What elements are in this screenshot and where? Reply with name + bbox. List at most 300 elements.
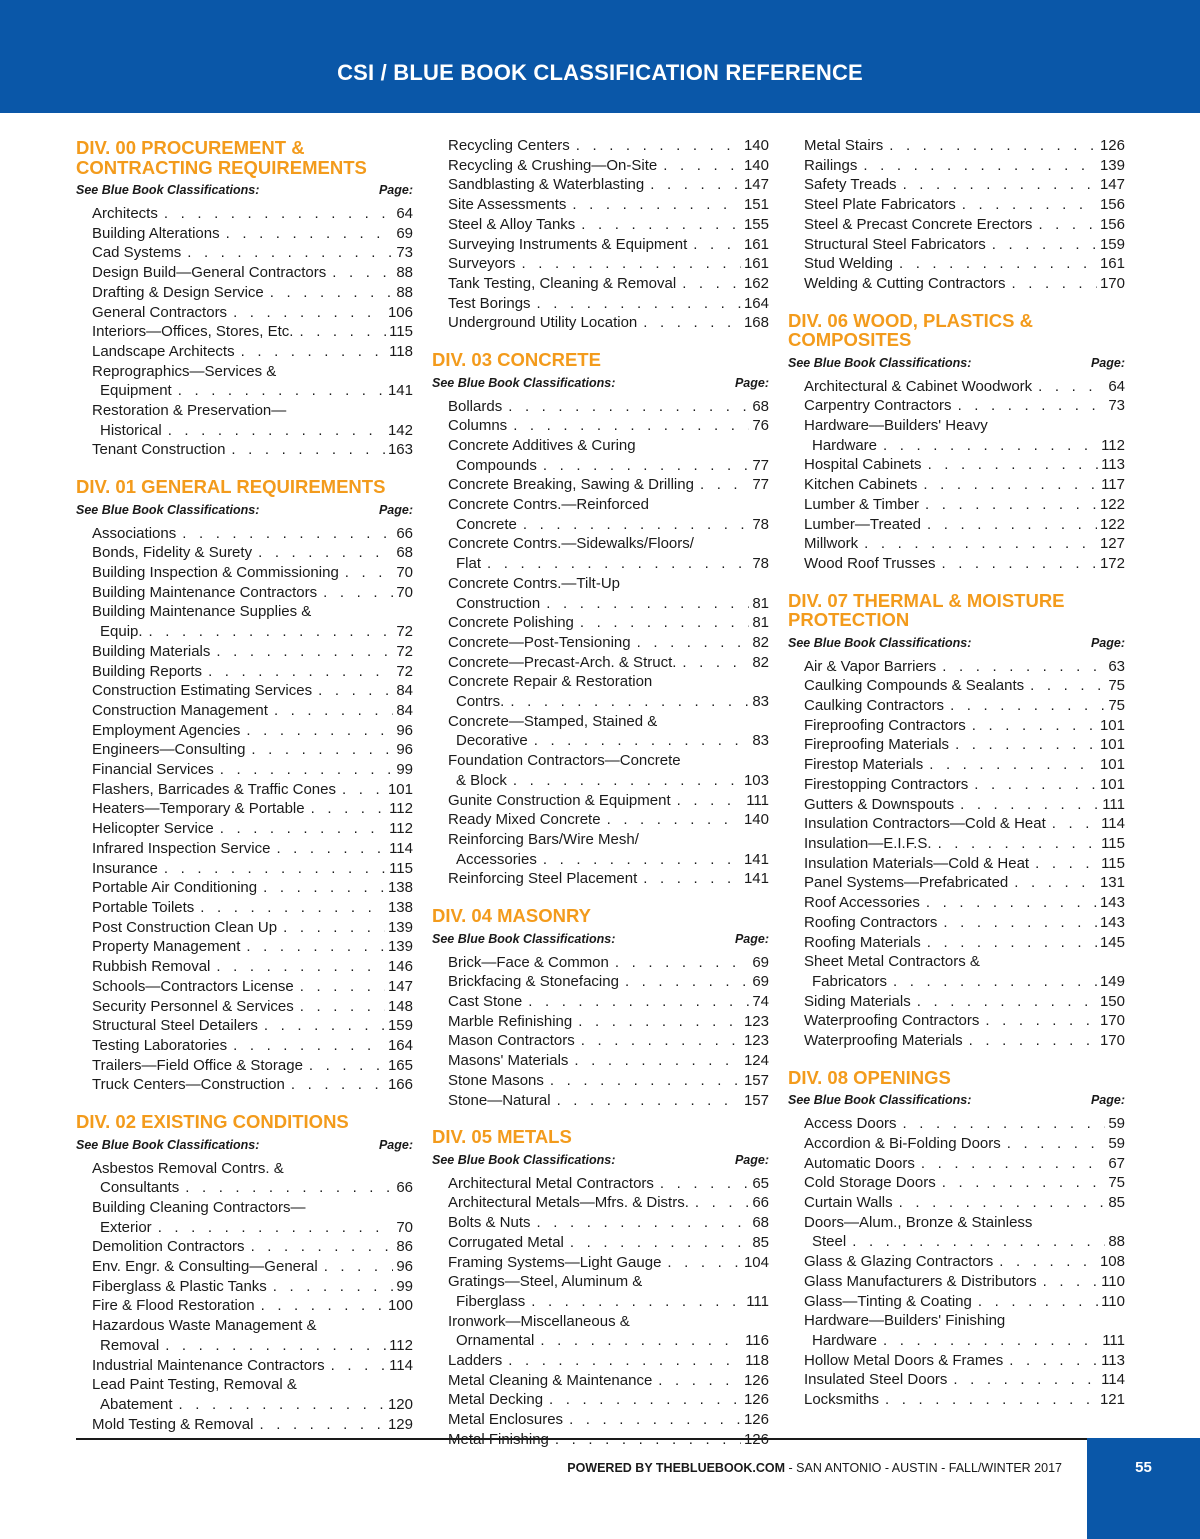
section xyxy=(432,136,769,333)
entry-name: Architectural Metals—Mfrs. & Distrs. xyxy=(448,1194,689,1212)
entry-row xyxy=(92,1296,413,1316)
entry-name: Metal Stairs xyxy=(804,137,884,154)
entry-name: Recycling & Crushing—On-Site xyxy=(448,156,658,174)
dot-leader xyxy=(143,622,394,642)
entry-page-number: 73 xyxy=(396,244,413,262)
entry-row xyxy=(92,799,413,819)
entry-name: Site Assessments xyxy=(448,196,567,214)
section-title: DIV. 00 PROCUREMENT & CONTRACTING REQUIREMENTS xyxy=(76,137,367,178)
list-item xyxy=(76,1075,413,1095)
entry-page-number: 101 xyxy=(1099,736,1125,754)
subheader-label: See Blue Book Classifications: xyxy=(432,1152,616,1167)
entry-name: Hospital Cabinets xyxy=(804,456,922,474)
section-subheader xyxy=(788,1092,1125,1108)
list-item xyxy=(788,1272,1125,1292)
dot-leader xyxy=(877,1331,1099,1351)
dot-leader xyxy=(947,1370,1098,1390)
entry-page-number: 156 xyxy=(1099,215,1125,233)
dot-leader xyxy=(936,1173,1106,1193)
dot-leader xyxy=(1032,215,1097,235)
list-item xyxy=(432,751,769,790)
list-item xyxy=(432,1410,769,1430)
entry-page-number: 126 xyxy=(743,1391,769,1409)
list-item xyxy=(432,534,769,573)
entry-row xyxy=(92,342,413,362)
section-title: DIV. 02 EXISTING CONDITIONS xyxy=(76,1111,349,1133)
entry-name: Building Inspection & Commissioning xyxy=(92,564,339,582)
entry-name: Interiors—Offices, Stores, Etc. xyxy=(92,323,294,341)
section-subheader xyxy=(788,355,1125,371)
page-number-box xyxy=(1087,1438,1200,1539)
entry-row xyxy=(92,1178,413,1198)
list-item xyxy=(788,1252,1125,1272)
entry-name: Cad Systems xyxy=(92,244,182,262)
entry-row xyxy=(448,274,769,294)
entry-name: Doors—Alum., Bronze & Stainless xyxy=(804,1213,1033,1231)
subheader-label: See Blue Book Classifications: xyxy=(432,931,616,946)
list-item xyxy=(76,681,413,701)
entry-name: Metal Enclosures xyxy=(448,1411,564,1429)
entry-row xyxy=(448,1233,769,1253)
entry-page-number: 170 xyxy=(1099,1032,1125,1050)
entry-name: Testing Laboratories xyxy=(92,1036,228,1054)
list-item xyxy=(76,1415,413,1435)
entry-page-number: 82 xyxy=(752,653,769,671)
list-item xyxy=(76,1016,413,1036)
entry-page-number: 63 xyxy=(1108,657,1125,675)
dot-leader xyxy=(877,436,1098,456)
list-item xyxy=(432,294,769,314)
dot-leader xyxy=(507,416,749,436)
dot-leader xyxy=(551,1091,741,1111)
entry-row xyxy=(804,775,1125,795)
entry-page-number: 108 xyxy=(1099,1253,1125,1271)
dot-leader xyxy=(966,716,1097,736)
entry-name: Building Maintenance Supplies & xyxy=(92,603,312,621)
entry-page-number: 84 xyxy=(396,682,413,700)
entry-name: Lumber & Timber xyxy=(804,495,920,513)
dot-leader xyxy=(993,1252,1097,1272)
dot-leader xyxy=(879,1390,1097,1410)
dot-leader xyxy=(214,819,386,839)
dot-leader xyxy=(921,515,1097,535)
dot-leader xyxy=(517,515,749,535)
list-item xyxy=(76,1036,413,1056)
entry-row xyxy=(804,1031,1125,1051)
entry-page-number: 143 xyxy=(1099,913,1125,931)
entry-page-number: 114 xyxy=(389,1356,413,1374)
entry-page-number: 118 xyxy=(745,1352,769,1370)
entry-row xyxy=(448,156,769,176)
entry-row xyxy=(448,810,769,830)
entry-row xyxy=(448,254,769,274)
entry-name: Corrugated Metal xyxy=(448,1233,564,1251)
entry-name: Curtain Walls xyxy=(804,1194,893,1212)
entry-name: Steel xyxy=(812,1233,847,1251)
dot-leader xyxy=(210,957,385,977)
entry-row xyxy=(804,735,1125,755)
entry-name: Concrete—Stamped, Stained & xyxy=(448,712,658,730)
entry-row xyxy=(448,1213,769,1233)
entry-page-number: 96 xyxy=(396,1258,413,1276)
dot-leader xyxy=(264,283,394,303)
list-item xyxy=(788,716,1125,736)
entry-name: Historical xyxy=(100,421,162,439)
section-title: DIV. 01 GENERAL REQUIREMENTS xyxy=(76,476,386,498)
list-item xyxy=(788,1031,1125,1051)
entry-row xyxy=(448,175,769,195)
dot-leader xyxy=(481,554,749,574)
entry-row xyxy=(92,303,413,323)
entry-page-number: 126 xyxy=(1099,137,1125,154)
entry-name: Access Doors xyxy=(804,1115,897,1133)
entry-name: Concrete—Post-Tensioning xyxy=(448,633,631,651)
entry-page-number: 88 xyxy=(396,283,413,301)
entry-row xyxy=(92,760,413,780)
entry-row xyxy=(92,1056,413,1076)
entry-page-number: 84 xyxy=(396,701,413,719)
entry-row xyxy=(804,495,1125,515)
dot-leader xyxy=(1037,1272,1099,1292)
dot-leader xyxy=(919,495,1097,515)
entry-name: Mold Testing & Removal xyxy=(92,1415,254,1433)
entry-page-number: 121 xyxy=(1099,1391,1125,1409)
dot-leader xyxy=(544,1071,741,1091)
entry-row xyxy=(92,421,413,441)
entry-name: Waterproofing Materials xyxy=(804,1032,963,1050)
list-item xyxy=(432,613,769,633)
entry-name: Ironwork—Miscellaneous & xyxy=(448,1312,630,1330)
section-title: DIV. 03 CONCRETE xyxy=(432,349,601,371)
entry-row xyxy=(804,1232,1125,1252)
list-item xyxy=(432,156,769,176)
list-item xyxy=(788,1351,1125,1371)
entry-row xyxy=(448,215,769,235)
footer-powered-by: POWERED BY THEBLUEBOOK.COM xyxy=(567,1461,786,1475)
subheader-label: See Blue Book Classifications: xyxy=(76,1137,260,1152)
entry-name: Construction xyxy=(456,594,541,612)
list-item xyxy=(432,574,769,613)
entry-page-number: 141 xyxy=(387,382,413,400)
entry-name: Removal xyxy=(100,1336,160,1354)
entry-row xyxy=(448,1351,769,1371)
dot-leader xyxy=(326,263,393,283)
entry-page-number: 172 xyxy=(1099,554,1125,572)
entry-page-number: 126 xyxy=(743,1371,769,1389)
page-column-label: Page: xyxy=(378,502,413,517)
entry-page-number: 73 xyxy=(1108,397,1125,415)
entry-row xyxy=(92,1016,413,1036)
list-item xyxy=(76,1257,413,1277)
section xyxy=(76,475,413,1095)
list-item xyxy=(76,878,413,898)
list-item xyxy=(76,799,413,819)
section-title: DIV. 05 METALS xyxy=(432,1126,572,1148)
entry-page-number: 76 xyxy=(752,417,769,435)
page-column-label: Page: xyxy=(1090,1093,1125,1108)
entry-name: Building Materials xyxy=(92,642,211,660)
entry-page-number: 111 xyxy=(746,1292,769,1310)
dot-leader xyxy=(956,195,1097,215)
section xyxy=(76,136,413,460)
list-item xyxy=(76,1296,413,1316)
entry-page-number: 127 xyxy=(1099,535,1125,553)
list-item xyxy=(788,893,1125,913)
entry-page-number: 96 xyxy=(396,741,413,759)
dot-leader xyxy=(893,1193,1106,1213)
entry-page-number: 139 xyxy=(387,918,413,936)
entry-page-number: 149 xyxy=(1099,972,1125,990)
entry-name: Fire & Flood Restoration xyxy=(92,1297,255,1315)
list-item xyxy=(432,495,769,534)
entry-row xyxy=(804,1154,1125,1174)
list-item xyxy=(432,1253,769,1273)
entry-row xyxy=(804,1331,1125,1351)
dot-leader xyxy=(936,657,1105,677)
dot-leader xyxy=(502,1351,742,1371)
entry-page-number: 123 xyxy=(743,1032,769,1050)
entry-name: Glass Manufacturers & Distributors xyxy=(804,1272,1037,1290)
dot-leader xyxy=(312,681,393,701)
list-item xyxy=(788,735,1125,755)
entry-row xyxy=(804,814,1125,834)
list-item xyxy=(432,972,769,992)
entry-row xyxy=(448,1390,769,1410)
entry-page-number: 123 xyxy=(743,1012,769,1030)
entry-page-number: 115 xyxy=(1101,854,1125,872)
entry-name: Heaters—Temporary & Portable xyxy=(92,800,305,818)
entry-name: Structural Steel Fabricators xyxy=(804,235,986,253)
dot-leader xyxy=(525,1292,743,1312)
entry-name: Hardware xyxy=(812,436,878,454)
list-item xyxy=(432,313,769,333)
entry-name: Marble Refinishing xyxy=(448,1012,573,1030)
dot-leader xyxy=(507,771,741,791)
list-item xyxy=(76,1198,413,1237)
entry-row xyxy=(804,873,1125,893)
entry-row xyxy=(92,283,413,303)
list-item xyxy=(432,1091,769,1111)
list-item xyxy=(432,869,769,889)
entry-name: Cast Stone xyxy=(448,993,523,1011)
entry-row xyxy=(804,235,1125,255)
dot-leader xyxy=(152,1218,394,1238)
entry-page-number: 72 xyxy=(396,642,413,660)
entry-name: Gratings—Steel, Aluminum & xyxy=(448,1273,643,1291)
page-column-label: Page: xyxy=(1090,635,1125,650)
list-item xyxy=(76,1316,413,1355)
dot-leader xyxy=(1029,854,1098,874)
dot-leader xyxy=(172,381,385,401)
entry-name: Drafting & Design Service xyxy=(92,283,264,301)
entry-name: Gunite Construction & Equipment xyxy=(448,791,671,809)
entry-name: Architectural & Cabinet Woodwork xyxy=(804,377,1033,395)
dot-leader xyxy=(915,1154,1105,1174)
entry-name: Bonds, Fidelity & Surety xyxy=(92,544,253,562)
entry-page-number: 114 xyxy=(389,839,413,857)
list-item xyxy=(788,1011,1125,1031)
entry-row xyxy=(92,1218,413,1238)
entry-page-number: 155 xyxy=(743,215,769,233)
entry-row xyxy=(92,701,413,721)
dot-leader xyxy=(564,1233,749,1253)
entry-name: Siding Materials xyxy=(804,992,911,1010)
entry-name: Kitchen Cabinets xyxy=(804,476,918,494)
entry-row xyxy=(804,913,1125,933)
list-item xyxy=(76,224,413,244)
dot-leader xyxy=(952,396,1106,416)
dot-leader xyxy=(575,1031,741,1051)
entry-name: Masons' Materials xyxy=(448,1052,569,1070)
entry-row xyxy=(448,1071,769,1091)
entry-page-number: 70 xyxy=(396,1218,413,1236)
entry-row xyxy=(92,997,413,1017)
entry-page-number: 78 xyxy=(752,515,769,533)
entry-name: Restoration & Preservation— xyxy=(92,402,287,420)
list-item xyxy=(76,204,413,224)
page-number: 55 xyxy=(1135,1459,1152,1476)
entry-name: Concrete Polishing xyxy=(448,614,574,632)
list-item xyxy=(432,1193,769,1213)
dot-leader xyxy=(317,583,393,603)
entry-row xyxy=(804,1252,1125,1272)
entry-row xyxy=(92,740,413,760)
entry-page-number: 147 xyxy=(743,176,769,194)
entry-row xyxy=(92,1415,413,1435)
dot-leader xyxy=(179,1178,393,1198)
entry-row xyxy=(92,839,413,859)
entry-name: Hardware xyxy=(812,1331,878,1349)
entry-row xyxy=(92,681,413,701)
entry-page-number: 69 xyxy=(396,224,413,242)
dot-leader xyxy=(935,554,1097,574)
entry-page-number: 113 xyxy=(1101,456,1125,474)
entry-row xyxy=(92,243,413,263)
entry-name: Roof Accessories xyxy=(804,894,920,912)
entry-name: Employment Agencies xyxy=(92,721,241,739)
dot-leader xyxy=(609,953,749,973)
list-item xyxy=(76,780,413,800)
entry-name: Automatic Doors xyxy=(804,1154,915,1172)
entry-name: Roofing Materials xyxy=(804,933,921,951)
entry-row xyxy=(804,534,1125,554)
dot-leader xyxy=(893,254,1097,274)
list-item xyxy=(432,274,769,294)
entry-page-number: 143 xyxy=(1099,894,1125,912)
dot-leader xyxy=(1008,873,1097,893)
entry-name: Env. Engr. & Consulting—General xyxy=(92,1258,318,1276)
entry-name: Lumber—Treated xyxy=(804,515,921,533)
entry-page-number: 145 xyxy=(1099,933,1125,951)
dot-leader xyxy=(858,534,1097,554)
list-item xyxy=(788,1370,1125,1390)
entry-page-number: 114 xyxy=(1101,1371,1125,1389)
list-item xyxy=(432,1071,769,1091)
entry-name: Steel Plate Fabricators xyxy=(804,196,956,214)
entry-name: Concrete—Precast-Arch. & Struct. xyxy=(448,653,677,671)
dot-leader xyxy=(531,1213,750,1233)
entry-row xyxy=(448,1331,769,1351)
list-item xyxy=(76,602,413,641)
entry-row xyxy=(92,937,413,957)
entry-page-number: 75 xyxy=(1108,1174,1125,1192)
dot-leader xyxy=(979,1011,1097,1031)
dot-leader xyxy=(654,1174,749,1194)
list-item xyxy=(788,235,1125,255)
entry-name: Security Personnel & Services xyxy=(92,997,294,1015)
entry-name: Portable Toilets xyxy=(92,899,195,916)
entry-name: Sheet Metal Contractors & xyxy=(804,953,980,971)
entry-name: Tenant Construction xyxy=(92,441,226,459)
entry-page-number: 122 xyxy=(1099,515,1125,533)
list-item xyxy=(432,672,769,711)
entry-page-number: 147 xyxy=(1099,176,1125,194)
entry-name: Hollow Metal Doors & Frames xyxy=(804,1351,1004,1369)
dot-leader xyxy=(883,136,1097,156)
entry-page-number: 138 xyxy=(387,879,413,897)
section-title: DIV. 07 THERMAL & MOISTURE PROTECTION xyxy=(788,589,1065,631)
entry-page-number: 65 xyxy=(752,1174,769,1192)
entry-row xyxy=(804,893,1125,913)
dot-leader xyxy=(162,421,385,441)
dot-leader xyxy=(568,1051,741,1071)
list-item xyxy=(788,396,1125,416)
list-item xyxy=(432,235,769,255)
page-title: CSI / BLUE BOOK CLASSIFICATION REFERENCE xyxy=(337,60,863,85)
entry-row xyxy=(92,1257,413,1277)
entry-name: Test Borings xyxy=(448,294,531,312)
column-3 xyxy=(788,136,1125,1425)
list-item xyxy=(76,819,413,839)
entry-row xyxy=(804,377,1125,397)
list-item xyxy=(788,1311,1125,1350)
entry-name: Tank Testing, Cleaning & Removal xyxy=(448,274,677,292)
dot-leader xyxy=(937,913,1097,933)
section-title: DIV. 08 OPENINGS xyxy=(788,1066,951,1088)
entry-row xyxy=(92,583,413,603)
entry-page-number: 110 xyxy=(1101,1272,1125,1290)
list-item xyxy=(432,1012,769,1032)
entry-name: Fiberglass xyxy=(456,1292,526,1310)
list-item xyxy=(432,1174,769,1194)
entry-name: Metal Cleaning & Maintenance xyxy=(448,1371,653,1389)
list-item xyxy=(432,953,769,973)
entry-page-number: 111 xyxy=(1102,795,1125,813)
entry-row xyxy=(448,1410,769,1430)
entry-name: Fireproofing Contractors xyxy=(804,716,966,734)
entry-name: Equip. xyxy=(100,623,143,641)
entry-page-number: 64 xyxy=(396,205,413,222)
entry-page-number: 96 xyxy=(396,721,413,739)
entry-row xyxy=(448,850,769,870)
entry-page-number: 118 xyxy=(389,342,413,360)
entry-page-number: 106 xyxy=(387,303,413,321)
entry-page-number: 151 xyxy=(743,196,769,214)
entry-page-number: 126 xyxy=(743,1411,769,1429)
entry-name: Accordion & Bi-Folding Doors xyxy=(804,1134,1001,1152)
dot-leader xyxy=(897,175,1097,195)
dot-leader xyxy=(537,850,741,870)
entry-name: Foundation Contractors—Concrete xyxy=(448,752,681,770)
entry-page-number: 164 xyxy=(743,294,769,312)
dot-leader xyxy=(305,799,386,819)
page-column-label: Page: xyxy=(734,375,769,390)
list-item xyxy=(788,952,1125,991)
entry-name: Helicopter Service xyxy=(92,820,214,838)
dot-leader xyxy=(601,810,741,830)
entry-name: Firestop Materials xyxy=(804,756,924,774)
entry-page-number: 163 xyxy=(387,441,413,459)
